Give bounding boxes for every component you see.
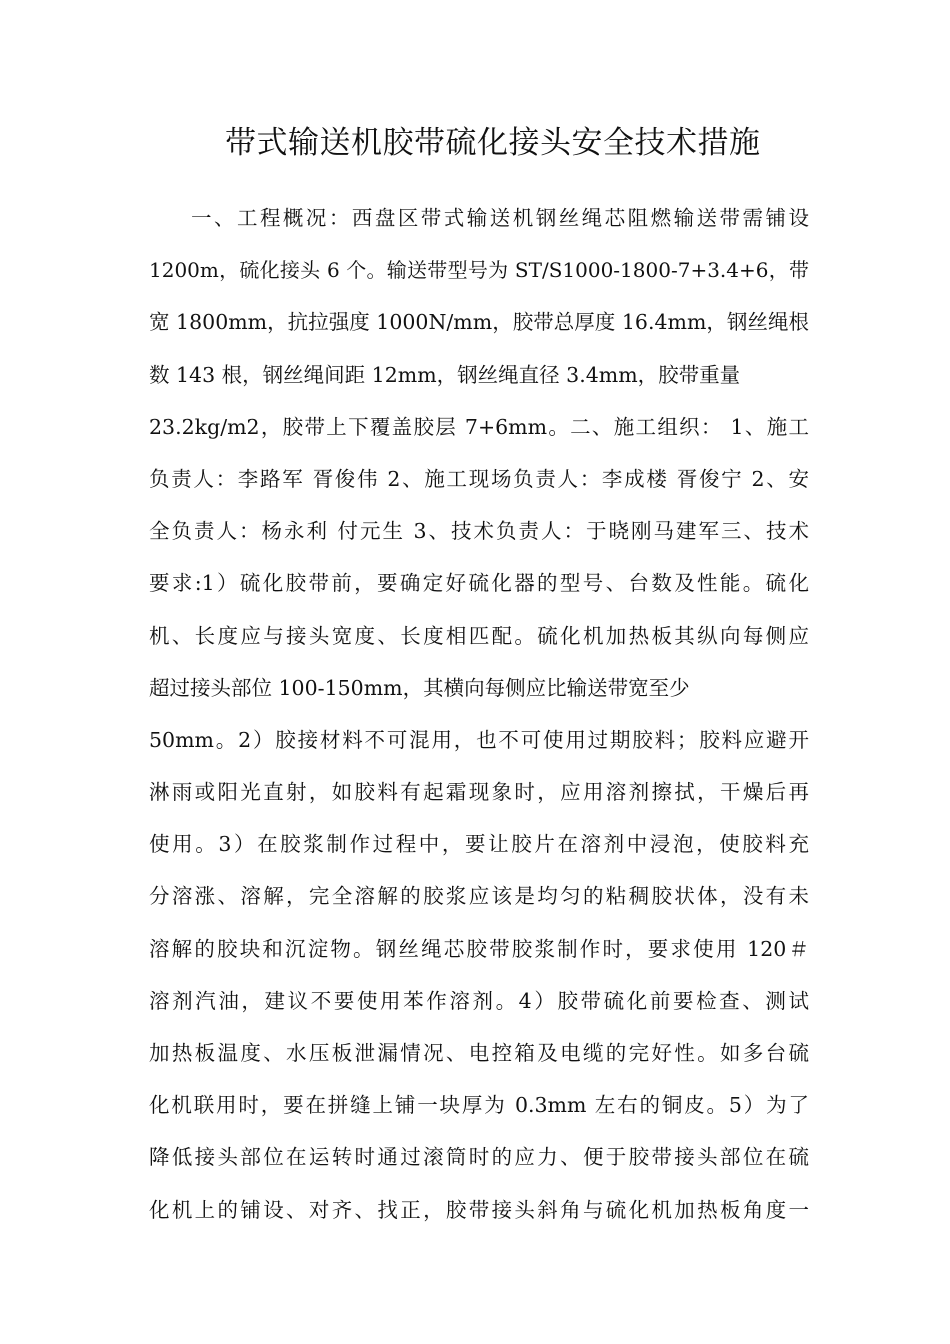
body-line: 溶解的胶块和沉淀物。钢丝绳芯胶带胶浆制作时，要求使用 120＃ bbox=[149, 936, 809, 961]
body-line: 机、长度应与接头宽度、长度相匹配。硫化机加热板其纵向每侧应 bbox=[149, 623, 809, 648]
body-line: 23.2kg/m2，胶带上下覆盖胶层 7+6mm。二、施工组织： 1、施工 bbox=[149, 414, 809, 439]
body-line: 降低接头部位在运转时通过滚筒时的应力、便于胶带接头部位在硫 bbox=[149, 1145, 809, 1170]
body-line: 淋雨或阳光直射，如胶料有起霜现象时，应用溶剂擦拭，干燥后再 bbox=[149, 780, 809, 805]
body-line: 化机上的铺设、对齐、找正，胶带接头斜角与硫化机加热板角度一 bbox=[149, 1197, 809, 1222]
body-line: 一、工程概况：西盘区带式输送机钢丝绳芯阻燃输送带需铺设 bbox=[191, 206, 809, 230]
body-line: 50mm。2）胶接材料不可混用，也不可使用过期胶料；胶料应避开 bbox=[149, 727, 809, 752]
body-line: 要求:1）硫化胶带前，要确定好硫化器的型号、台数及性能。硫化 bbox=[149, 571, 809, 596]
body-line: 数 143 根，钢丝绳间距 12mm，钢丝绳直径 3.4mm，胶带重量 bbox=[149, 362, 741, 387]
body-line: 负责人：李路军 胥俊伟 2、施工现场负责人：李成楼 胥俊宁 2、安 bbox=[149, 466, 809, 491]
document-body bbox=[149, 192, 809, 1236]
body-line: 使用。3）在胶浆制作过程中，要让胶片在溶剂中浸泡，使胶料充 bbox=[149, 832, 809, 857]
body-line: 全负责人：杨永利 付元生 3、技术负责人：于晓刚马建军三、技术 bbox=[149, 519, 809, 544]
body-line: 化机联用时，要在拼缝上铺一块厚为 0.3mm 左右的铜皮。5）为了 bbox=[149, 1093, 809, 1118]
body-line: 1200m，硫化接头 6 个。输送带型号为 ST/S1000-1800-7+3.4+6，带 bbox=[149, 258, 809, 283]
body-line: 加热板温度、水压板泄漏情况、电控箱及电缆的完好性。如多台硫 bbox=[149, 1041, 809, 1065]
body-line: 分溶涨、溶解，完全溶解的胶浆应该是均匀的粘稠胶状体，没有未 bbox=[149, 884, 809, 909]
body-line: 超过接头部位 100-150mm，其横向每侧应比输送带宽至少 bbox=[149, 675, 690, 700]
body-line: 宽 1800mm，抗拉强度 1000N/mm，胶带总厚度 16.4mm，钢丝绳根 bbox=[149, 310, 809, 335]
body-line: 溶剂汽油，建议不要使用苯作溶剂。4）胶带硫化前要检查、测试 bbox=[149, 988, 809, 1013]
document-title: 带式输送机胶带硫化接头安全技术措施 bbox=[225, 125, 761, 161]
